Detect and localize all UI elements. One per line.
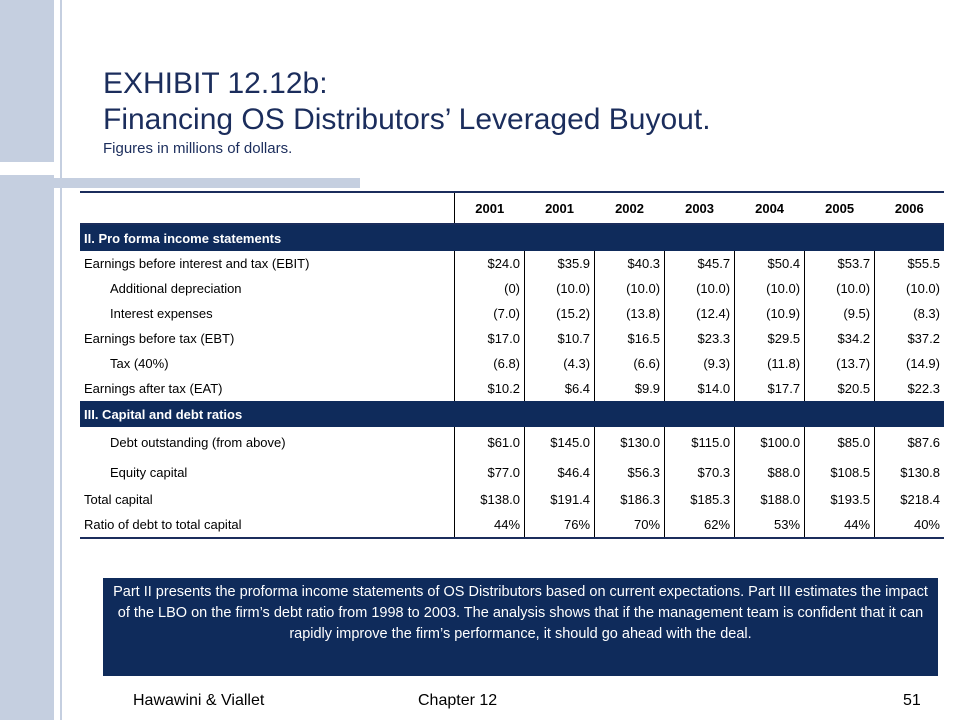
col-header: 2005	[805, 192, 875, 224]
value-cell: $130.8	[900, 464, 940, 480]
table-row	[80, 427, 944, 457]
value-cell: (9.3)	[665, 351, 735, 376]
row-label: Debt outstanding (from above)	[80, 427, 455, 457]
value-cell: $85.0	[805, 427, 875, 457]
col-header: 2004	[735, 192, 805, 224]
row-label: Earnings after tax (EAT)	[80, 376, 455, 401]
value-cell: (10.9)	[735, 301, 805, 326]
value-cell: (10.0)	[805, 276, 875, 301]
value-cell: (9.5)	[805, 301, 875, 326]
section-header-row	[80, 224, 944, 251]
footer-chapter: Chapter 12	[418, 692, 498, 709]
footer-authors: Hawawini & Viallet	[133, 692, 265, 709]
value-cell: (10.0)	[735, 276, 805, 301]
row-label: Earnings before tax (EBT)	[80, 326, 455, 351]
col-header: 2003	[665, 192, 735, 224]
value-cell: 53%	[735, 512, 805, 538]
value-cell: (13.7)	[805, 351, 875, 376]
value-cell: $138.0	[455, 487, 525, 512]
financial-table	[80, 191, 944, 539]
value-cell: $53.7	[805, 251, 875, 276]
value-cell: (6.6)	[595, 351, 665, 376]
table-row	[80, 276, 944, 301]
value-cell: $6.4	[525, 376, 595, 401]
section-title: III. Capital and debt ratios	[80, 401, 944, 427]
value-cell: $37.2	[907, 331, 940, 346]
value-cell: $46.4	[525, 457, 595, 487]
value-cell: $9.9	[595, 376, 665, 401]
value-cell: 44%	[455, 512, 525, 538]
title-subtitle: Figures in millions of dollars.	[103, 140, 293, 157]
title-line-2: Financing OS Distributors’ Leveraged Buyout.	[103, 103, 711, 136]
decorative-vertical-rule	[60, 0, 62, 720]
row-label: Total capital	[80, 487, 455, 512]
value-cell: $10.7	[525, 326, 595, 351]
row-label: Interest expenses	[80, 301, 455, 326]
value-cell: $14.0	[665, 376, 735, 401]
value-cell: $193.5	[805, 487, 875, 512]
table-row	[80, 351, 944, 376]
value-cell: 70%	[595, 512, 665, 538]
value-cell: $17.7	[735, 376, 805, 401]
value-cell: $40.3	[595, 251, 665, 276]
value-cell: (4.3)	[525, 351, 595, 376]
table-row	[80, 326, 944, 351]
value-cell: $20.5	[805, 376, 875, 401]
value-cell: $23.3	[665, 326, 735, 351]
row-label: Ratio of debt to total capital	[80, 512, 455, 538]
value-cell: $50.4	[735, 251, 805, 276]
value-cell: $77.0	[455, 457, 525, 487]
value-cell: $56.3	[595, 457, 665, 487]
value-cell: $55.5	[907, 256, 940, 271]
col-header: 2001	[525, 192, 595, 224]
table-header-row	[80, 192, 944, 224]
value-cell: $29.5	[735, 326, 805, 351]
section-title: II. Pro forma income statements	[80, 224, 944, 251]
value-cell: $16.5	[595, 326, 665, 351]
value-cell: $188.0	[735, 487, 805, 512]
table-row	[80, 487, 944, 512]
value-cell: (12.4)	[665, 301, 735, 326]
value-cell: (7.0)	[455, 301, 525, 326]
value-cell: 62%	[665, 512, 735, 538]
value-cell: (14.9)	[906, 356, 940, 371]
value-cell: $61.0	[455, 427, 525, 457]
value-cell: (10.0)	[595, 276, 665, 301]
value-cell: $45.7	[665, 251, 735, 276]
col-header: 2006	[875, 192, 944, 224]
table-row	[80, 512, 944, 538]
value-cell: $115.0	[665, 427, 735, 457]
title-line-1: EXHIBIT 12.12b:	[103, 67, 328, 100]
value-cell: (6.8)	[455, 351, 525, 376]
col-header: 2001	[455, 192, 525, 224]
value-cell: (8.3)	[913, 306, 940, 321]
row-label: Additional depreciation	[80, 276, 455, 301]
footer-page-number: 51	[903, 692, 921, 709]
decorative-band	[0, 178, 360, 188]
value-cell: $17.0	[455, 326, 525, 351]
value-cell: $130.0	[595, 427, 665, 457]
value-cell: (10.0)	[525, 276, 595, 301]
value-cell: (10.0)	[665, 276, 735, 301]
value-cell: 44%	[805, 512, 875, 538]
value-cell: $185.3	[665, 487, 735, 512]
value-cell: (0)	[455, 276, 525, 301]
value-cell: $10.2	[455, 376, 525, 401]
value-cell: 76%	[525, 512, 595, 538]
value-cell: (13.8)	[595, 301, 665, 326]
value-cell: $87.6	[907, 434, 940, 450]
decorative-bar-left	[0, 175, 54, 720]
header-blank-cell	[80, 192, 455, 224]
value-cell: $145.0	[525, 427, 595, 457]
value-cell: $218.4	[900, 492, 940, 507]
value-cell: $70.3	[665, 457, 735, 487]
value-cell: $22.3	[907, 381, 940, 396]
decorative-bar-top	[0, 0, 54, 162]
value-cell: $24.0	[455, 251, 525, 276]
table-row	[80, 457, 944, 487]
value-cell: $35.9	[525, 251, 595, 276]
slide-title	[103, 66, 711, 157]
value-cell: 40%	[875, 512, 944, 538]
value-cell: (15.2)	[525, 301, 595, 326]
row-label: Equity capital	[80, 457, 455, 487]
table-row	[80, 301, 944, 326]
row-label: Earnings before interest and tax (EBIT)	[80, 251, 455, 276]
table-row	[80, 376, 944, 401]
section-header-row	[80, 401, 944, 427]
value-cell: (11.8)	[735, 351, 805, 376]
value-cell: $108.5	[805, 457, 875, 487]
value-cell: $88.0	[735, 457, 805, 487]
col-header: 2002	[595, 192, 665, 224]
explanatory-note: Part II presents the proforma income statements of OS Distributors based on current expectations. Part III estimates the impact of the LBO on the firm’s debt ratio from 1998 to 2003. The analysis shows that if the management team is confident that it can rapidly improve the firm’s performance, it should go ahead with the deal.	[103, 578, 938, 676]
value-cell: $191.4	[525, 487, 595, 512]
value-cell: $100.0	[735, 427, 805, 457]
row-label: Tax (40%)	[80, 351, 455, 376]
value-cell: (10.0)	[906, 281, 940, 296]
value-cell: $34.2	[805, 326, 875, 351]
value-cell: $186.3	[595, 487, 665, 512]
table-row	[80, 251, 944, 276]
